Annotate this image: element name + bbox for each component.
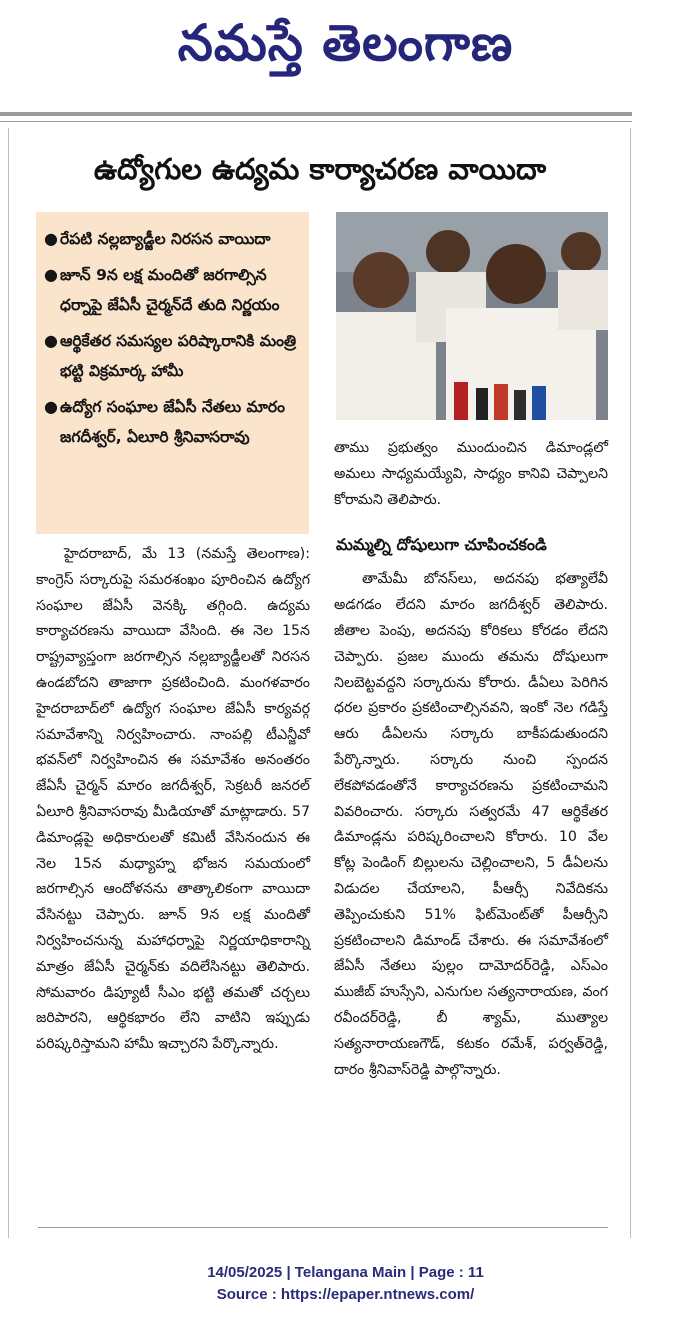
article-paragraph: తామేమీ బోనస్‌లు, అదనపు భత్యాలేవీ అడగడం లేదని మారం జగదీశ్వర్ తెలిపారు. జీతాల పెంపు, అదనపు కోరికలు కోరడం లేదని చెప్పారు. ప్రజల ముందు తమను దోషులుగా నిలబెట్టవద్దని సర్కారును కోరారు. డీఏలు పెరిగిన ధరల ప్రకారం ప్రకటించాల్సినవని, ఇంకో నెల గడిస్తే ఆరు డీఏలను సర్కారు బాకీపడుతుందని పేర్కొన్నారు. సర్కారు నుంచి స్పందన లేకపోవడంతోనే కార్యాచరణను ప్రకటించామని వివరించారు. సర్కారు సత్వరమే 47 ఆర్థికేతర డిమాండ్లను పరిష్కరించాలని కోరారు. 10 వేల కోట్ల పెండింగ్ బిల్లులను చెల్లించాలని, 5 డీఏలను విడుదల చేయాలని, పీఆర్సీ నివేదికను తెప్పించుకుని 51% ఫిట్‌మెంట్‌తో పీఆర్సీని ప్రకటించాలని డిమాండ్ చేశారు. ఈ సమావేశంలో జేఏసీ నేతలు పుల్లం దామోదర్‌రెడ్డి, ఎస్‌ఎం ముజీబ్ హుస్సేని, ఎనుగుల సత్యనారాయణ, వంగ రవీందర్‌రెడ్డి, బీ శ్యామ్, ముత్యాల సత్యనారాయణగౌడ్, కటకం రమేశ్, పర్వత్‌రెడ్డి, దారం శ్రీనివాస్‌రెడ్డి పాల్గొన్నారు.	[334, 571, 608, 1078]
article-photo	[336, 212, 608, 420]
bullet-icon: ●	[44, 265, 58, 284]
highlight-text: ఆర్థికేతర సమస్యల పరిష్కారానికి మంత్రి భట్టి విక్రమార్క హామీ	[60, 332, 297, 380]
highlight-text: జూన్ 9న లక్ష మందితో జరగాల్సిన ధర్నాపై జేఏసీ చైర్మన్‌దే తుది నిర్ణయం	[60, 266, 280, 314]
highlights-box	[36, 212, 309, 534]
bullet-icon: ●	[44, 229, 58, 248]
highlight-item	[36, 260, 309, 320]
highlight-item	[36, 224, 309, 254]
article-column-right	[334, 436, 608, 1083]
page-border-right	[630, 128, 631, 1238]
footer-date-line: 14/05/2025 | Telangana Main | Page : 11	[207, 1264, 484, 1281]
page-footer	[0, 1262, 691, 1306]
bullet-icon: ●	[44, 331, 58, 350]
highlight-item	[36, 326, 309, 386]
highlight-text: ఉద్యోగ సంఘాల జేఏసీ నేతలు మారం జగదీశ్వర్, ఏలూరి శ్రీనివాసరావు	[60, 398, 285, 446]
footer-source-link[interactable]: Source : https://epaper.ntnews.com/	[216, 1286, 475, 1303]
article-paragraph: తాము ప్రభుత్వం ముందుంచిన డిమాండ్లలో అమలు సాధ్యమయ్యేవి, సాధ్యం కానివి చెప్పాలని కోరామని తెలిపారు.	[334, 440, 608, 508]
photo-illustration	[336, 212, 608, 420]
highlight-text: రేపటి నల్లబ్యాడ్జీల నిరసన వాయిదా	[60, 230, 271, 248]
masthead	[0, 0, 691, 110]
masthead-divider-thin	[0, 121, 632, 122]
bullet-icon: ●	[44, 397, 58, 416]
page-border-left	[8, 128, 9, 1238]
article-paragraph: హైదరాబాద్, మే 13 (నమస్తే తెలంగాణ): కాంగ్రెస్ సర్కారుపై సమరశంఖం పూరించిన ఉద్యోగ సంఘాల జేఏసీ వెనక్కి తగ్గింది. ఉద్యమ కార్యాచరణను వాయిదా వేసింది. ఈ నెల 15న రాష్ట్రవ్యాప్తంగా జరగాల్సిన నల్లబ్యాడ్జీలతో నిరసన ఉండబోదని తాజాగా ప్రకటించింది. మంగళవారం హైదరాబాద్‌లో ఉద్యోగ సంఘాల జేఏసీ కార్యవర్గ సమావేశాన్ని నిర్వహించారు. నాంపల్లి టీఎన్జీవో భవన్‌లో నిర్వహించిన ఈ సమావేశం అనంతరం జేఏసీ చైర్మన్ మారం జగదీశ్వర్, సెక్రటరీ జనరల్ ఏలూరి శ్రీనివాసరావు మీడియాతో మాట్లాడారు. 57 డిమాండ్లపై అధికారులతో కమిటీ వేసినందున ఈ నెల 15న మధ్యాహ్న భోజన సమయంలో జరగాల్సిన ఆందోళనను తాత్కాలికంగా వాయిదా వేసినట్టు చెప్పారు. జూన్ 9న లక్ష మందితో నిర్వహించనున్న మహాధర్నాపై నిర్ణయాధికారాన్ని మాత్రం జేఏసీ చైర్మన్‌కు వదిలేసినట్టు తెలిపారు. సోమవారం డిప్యూటీ సీఎం భట్టి తమతో చర్చలు జరిపారని, ఆర్థికభారం లేని వాటిని ఇప్పుడు పరిష్కరిస్తామని హామీ ఇచ్చారని పేర్కొన్నారు.	[36, 546, 310, 1053]
masthead-logo: నమస్తే తెలంగాణ	[177, 14, 514, 72]
article-headline: ఉద్యోగుల ఉద్యమ కార్యాచరణ వాయిదా	[93, 152, 547, 186]
article-subheading: మమ్మల్ని దోషులుగా చూపించకండి	[336, 535, 547, 555]
highlight-item	[36, 392, 309, 452]
article-column-left	[36, 542, 310, 1058]
masthead-divider	[0, 112, 632, 116]
article-bottom-divider	[38, 1227, 608, 1228]
